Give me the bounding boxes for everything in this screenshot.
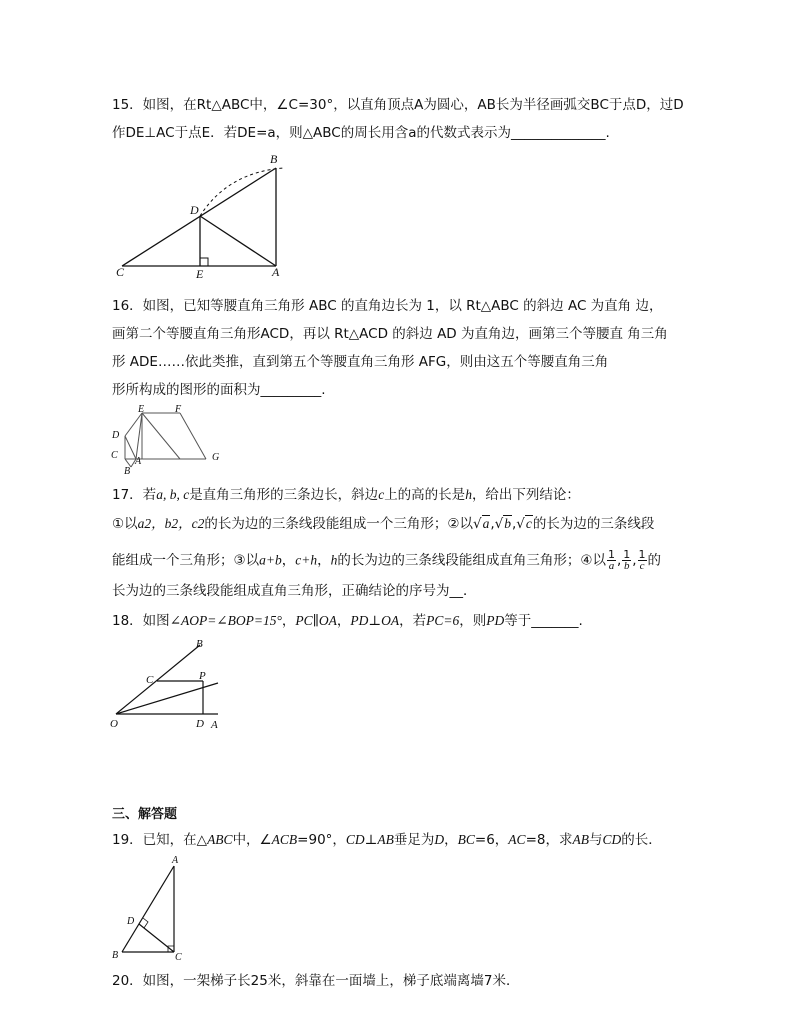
q19-label-d: D [127, 916, 135, 927]
q19-label-b: B [112, 950, 119, 961]
section-heading: 三、解答题 [112, 807, 178, 822]
frac-1-a: $\frac{1}{a}$ [607, 548, 615, 572]
q16-line-3: 形 ADE……依此类推，直到第五个等腰直角三角形 AFG，则由这五个等腰直角三角 [112, 354, 609, 370]
q16-label-a: A [135, 456, 142, 467]
q15-label-e: E [196, 267, 204, 281]
q17-line-2: ①以a2，b2，c2的长为边的三条线段能组成一个三角形；②以√a,√b,√c的长为边的三条线段 [112, 516, 655, 532]
q15-label-a: A [272, 265, 280, 279]
q16-line-4: 形所构成的图形的面积为_________. [112, 382, 326, 398]
q17-line-1: 17．若a, b, c是直角三角形的三条边长，斜边c上的高的长是h，给出下列结论： [112, 487, 580, 503]
q15-label-c: C [116, 265, 125, 279]
q19-label-a: A [172, 855, 179, 866]
q18-label-c: C [146, 674, 154, 686]
frac-1-c: $\frac{1}{c}$ [638, 548, 646, 572]
q16-figure [108, 402, 232, 477]
sqrt-b: √b [494, 516, 511, 532]
q18-label-p: P [199, 670, 206, 682]
q16-line-1: 16．如图，已知等腰直角三角形 ABC 的直角边长为 1，以 Rt△ABC 的斜边 AC 为直角 边， [112, 298, 663, 314]
q15-figure [110, 150, 310, 281]
q19-label-c: C [175, 952, 182, 963]
q16-label-c: C [111, 450, 118, 461]
q15-label-d: D [190, 203, 199, 217]
q15-line-2: 作DE⊥AC于点E．若DE=a，则△ABC的周长用含a的代数式表示为______________. [112, 125, 610, 141]
frac-1-b: $\frac{1}{b}$ [623, 548, 631, 572]
q16-label-e: E [138, 404, 145, 415]
q17-line-3: 能组成一个三角形；③以a+b，c+h，h的长为边的三条线段能组成直角三角形；④以 $\frac{1}{a}$ , $\frac{1}{b}$ , $\frac{1}{c}$ 的 [112, 548, 662, 572]
q19-line-1: 19．已知，在△ABC中，∠ACB=90°，CD⊥AB垂足为D，BC=6，AC=8，求AB与CD的长． [112, 832, 662, 848]
q16-label-b: B [124, 466, 131, 477]
q20-line-1: 20．如图，一架梯子长25米，斜靠在一面墙上，梯子底端离墙7米． [112, 973, 520, 989]
q18-figure [108, 634, 228, 734]
q16-line-2: 画第二个等腰直角三角形ACD，再以 Rt△ACD 的斜边 AD 为直角边，画第三个等腰直 角三角 [112, 326, 668, 342]
q18-label-a: A [211, 719, 218, 731]
q16-label-d: D [112, 430, 120, 441]
q18-label-d: D [196, 718, 204, 730]
q18-label-o: O [110, 718, 118, 730]
q18-label-b: B [196, 638, 203, 650]
sqrt-a: √a [472, 516, 490, 532]
q18-line-1: 18．如图∠AOP=∠BOP=15°，PC∥OA，PD⊥OA，若PC=6，则PD等于_______. [112, 613, 583, 629]
q15-label-b: B [270, 152, 278, 166]
q17-line-4: 长为边的三条线段能组成直角三角形，正确结论的序号为__． [112, 583, 477, 599]
q16-label-g: G [212, 452, 220, 463]
sqrt-c: √c [516, 516, 532, 532]
q19-figure [108, 852, 188, 964]
q15-line-1: 15．如图，在Rt△ABC中，∠C=30°，以直角顶点A为圆心，AB长为半径画弧交BC于点D，过D [112, 97, 684, 113]
q16-label-f: F [175, 404, 182, 415]
